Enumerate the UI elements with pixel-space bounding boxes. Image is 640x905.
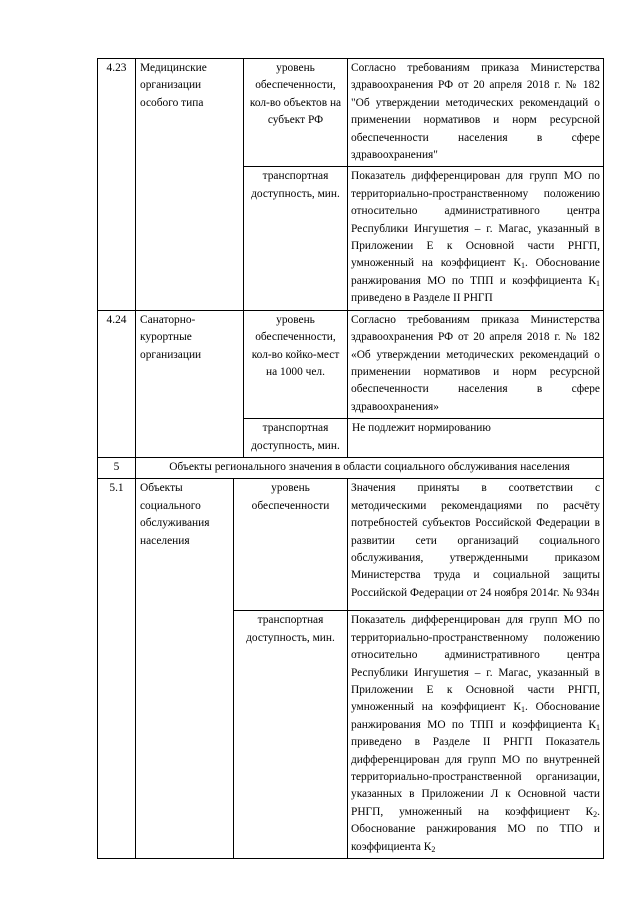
object-name: Санаторно-курортные организации — [136, 310, 244, 457]
table-row — [98, 457, 604, 478]
object-name: Объекты социального обслуживания населения — [136, 479, 234, 859]
indicator-cell: уровень обеспеченности, кол-во койко-мест на 1000 чел. — [244, 310, 348, 418]
document-page — [97, 58, 603, 859]
norms-table — [97, 58, 604, 859]
table-row — [98, 310, 604, 418]
value-cell: Не подлежит нормированию — [348, 419, 604, 458]
row-number: 4.23 — [98, 59, 136, 311]
indicator-cell: уровень обеспеченности, кол-во объектов на субъект РФ — [244, 59, 348, 167]
value-cell: Показатель дифференцирован для групп МО по территориально-пространственному положению относительно административного центра Республики Ингушетия – г. Магас, указанный в Приложении Е к Основной части РНГП, умноженный на коэффициент $К_1$. Обоснование ранжирования МО по ТПП и коэффициента $К_1$ приведено в Разделе II РНГП Показатель дифференцирован для групп МО по внутренней территориально-пространственной организации, указанных в Приложении Л к Основной части РНГП, умноженный на коэффициент $К_2$. Обоснование ранжирования МО по ТПО и коэффициента $К_2$ — [348, 611, 604, 859]
table-row — [98, 59, 604, 167]
indicator-cell: транспортная доступность, мин. — [244, 167, 348, 310]
value-cell: Согласно требованиям приказа Министерства здравоохранения РФ от 20 апреля 2018 г. № 182 "Об утверждении методических рекомендаций о применении нормативов и норм ресурсной обеспеченности населения в сфере здравоохранения" — [348, 59, 604, 167]
row-number: 4.24 — [98, 310, 136, 457]
row-number: 5.1 — [98, 479, 136, 859]
value-cell: Показатель дифференцирован для групп МО по территориально-пространственному положению относительно административного центра Республики Ингушетия – г. Магас, указанный в Приложении Е к Основной части РНГП, умноженный на коэффициент $К_1$. Обоснование ранжирования МО по ТПП и коэффициента $К_1$ приведено в Разделе II РНГП — [348, 167, 604, 310]
table-row — [98, 479, 604, 611]
indicator-cell: уровень обеспеченности — [234, 479, 348, 611]
indicator-cell: транспортная доступность, мин. — [234, 611, 348, 859]
value-cell: Значения приняты в соответствии с методическими рекомендациями по расчёту потребностей субъектов Российской Федерации в развитии сети организаций социального обслуживания, утвержденными приказом Министерства труда и социальной защиты Российской Федерации от 24 ноября 2014г. № 934н — [348, 479, 604, 611]
indicator-cell: транспортная доступность, мин. — [244, 419, 348, 458]
row-number: 5 — [98, 457, 136, 478]
value-cell: Согласно требованиям приказа Министерства здравоохранения РФ от 20 апреля 2018 г. № 182 «Об утверждении методических рекомендаций о применении нормативов и норм ресурсной обеспеченности населения в сфере здравоохранения» — [348, 310, 604, 418]
object-name: Медицинские организации особого типа — [136, 59, 244, 311]
section-title: Объекты регионального значения в области социального обслуживания населения — [136, 457, 604, 478]
